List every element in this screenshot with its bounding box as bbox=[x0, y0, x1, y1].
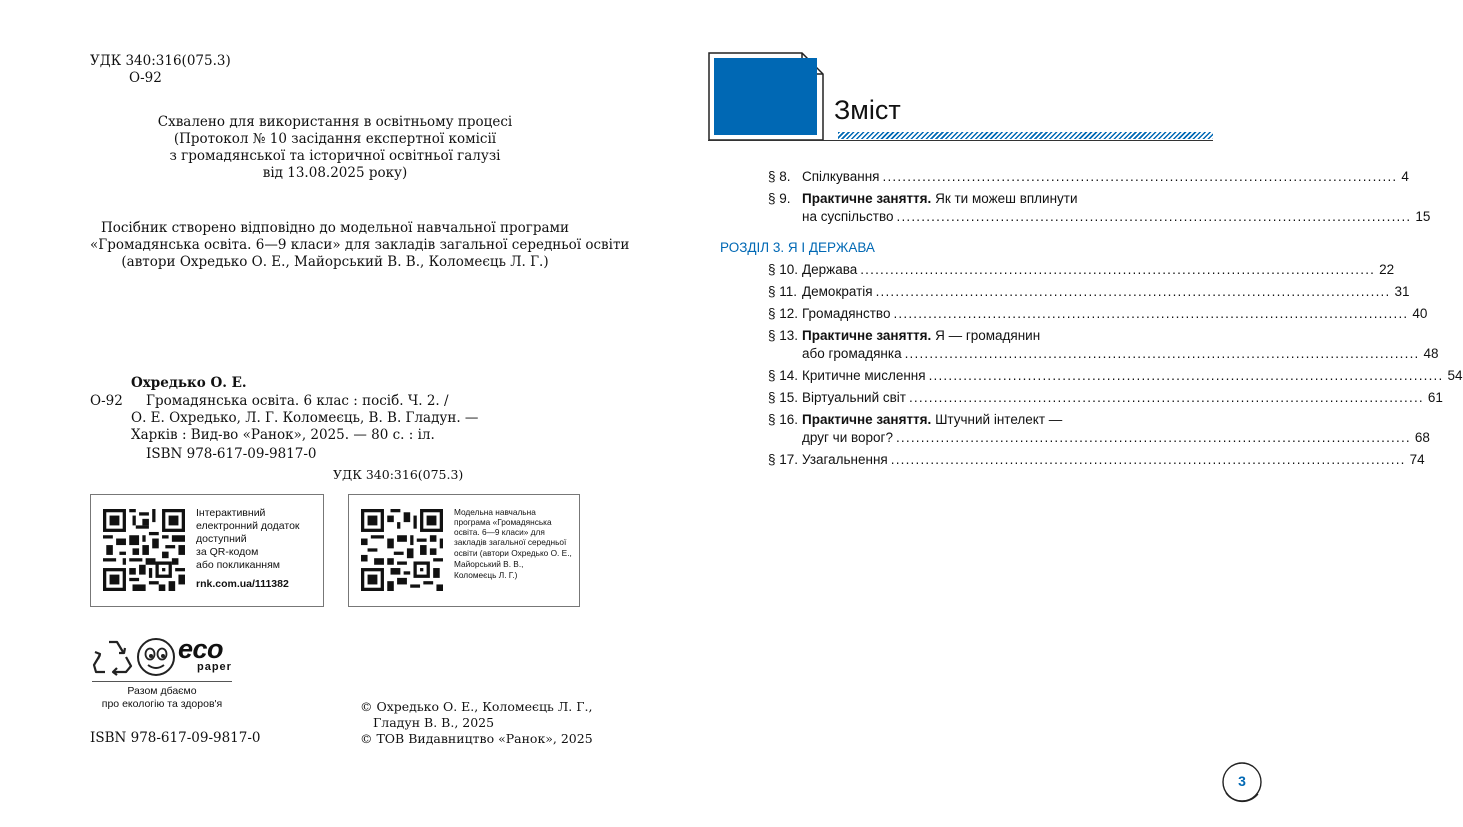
smiley-icon bbox=[136, 637, 176, 677]
qr2-line-2: програма «Громадянська bbox=[454, 517, 552, 527]
toc-title: Спілкування bbox=[802, 169, 880, 184]
toc-title: Як ти можеш вплинути bbox=[931, 191, 1078, 206]
toc-title: Віртуальний світ bbox=[802, 390, 906, 405]
contents-heading: Зміст bbox=[834, 95, 901, 125]
toc-title: Штучний інтелект — bbox=[931, 412, 1063, 427]
toc-page: 54 bbox=[1447, 368, 1463, 383]
toc-title: Демократія bbox=[802, 284, 873, 299]
toc-page: 74 bbox=[1409, 452, 1425, 467]
approval-line-4: від 13.08.2025 року) bbox=[262, 165, 408, 181]
eco-logo-sub: paper bbox=[197, 661, 232, 673]
toc-row-12[interactable]: § 12. Громадянство ........................................................................................................ 40 bbox=[768, 306, 1428, 321]
toc-row-17[interactable]: § 17. Узагальнення ........................................................................................................ 74 bbox=[768, 452, 1425, 467]
eco-logo: eco bbox=[178, 634, 224, 664]
page-number: 3 bbox=[1238, 773, 1246, 789]
qr2-line-7: Коломеєць Л. Г.) bbox=[454, 570, 518, 580]
program-line-2: «Громадянська освіта. 6—9 класи» для закладів загальної середньої освіти bbox=[90, 237, 630, 253]
approval-line-2: (Протокол № 10 засідання експертної комісії bbox=[173, 131, 497, 147]
bib-line-3: Харків : Вид-во «Ранок», 2025. — 80 с. : іл. bbox=[131, 427, 435, 443]
recycle-icon bbox=[92, 638, 134, 676]
qr1-line-1: Інтерактивний bbox=[196, 507, 266, 519]
toc-num: § 15. bbox=[768, 390, 799, 405]
bib-isbn: ISBN 978-617-09-9817-0 bbox=[146, 446, 317, 462]
eco-divider bbox=[92, 681, 232, 682]
toc-page: 48 bbox=[1423, 346, 1439, 361]
approval-line-1: Схвалено для використання в освітньому процесі bbox=[157, 114, 513, 130]
toc-bold-title: Практичне заняття. bbox=[802, 412, 932, 427]
qr1-line-3: доступний bbox=[196, 533, 247, 545]
qr1-line-4: за QR-кодом bbox=[196, 546, 259, 558]
toc-title: Громадянство bbox=[802, 306, 891, 321]
eco-caption-1: Разом дбаємо bbox=[127, 685, 197, 697]
contents-header-graphic bbox=[708, 52, 826, 144]
toc-num: § 12. bbox=[768, 306, 799, 321]
program-line-1: Посібник створено відповідно до модельної навчальної програми bbox=[100, 220, 570, 236]
qr-code-icon[interactable] bbox=[103, 509, 185, 591]
toc-num: § 14. bbox=[768, 368, 799, 383]
bib-author: Охредько О. Е. bbox=[131, 375, 247, 391]
bib-line-2: О. Е. Охредько, Л. Г. Коломеєць, В. В. Гладун. — bbox=[131, 410, 479, 426]
toc-row-13[interactable] bbox=[768, 327, 1213, 345]
isbn-bottom: ISBN 978-617-09-9817-0 bbox=[90, 730, 261, 746]
toc-num: § 10. bbox=[768, 262, 799, 277]
toc-row-15[interactable]: § 15. Віртуальний світ ........................................................................................................ 61 bbox=[768, 390, 1443, 405]
heading-rule bbox=[708, 140, 1213, 141]
qr-code-icon[interactable] bbox=[361, 509, 443, 591]
qr1-link[interactable]: rnk.com.ua/111382 bbox=[196, 578, 289, 590]
toc-page: 40 bbox=[1412, 306, 1428, 321]
qr1-line-5: або покликанням bbox=[196, 559, 281, 571]
toc-title-cont: на суспільство bbox=[802, 209, 894, 224]
toc-row-11[interactable]: § 11. Демократія ........................................................................................................ 31 bbox=[768, 284, 1410, 299]
toc-num: § 13. bbox=[768, 328, 799, 343]
program-line-3: (автори Охредько О. Е., Майорський В. В., Коломеєць Л. Г.) bbox=[121, 254, 549, 270]
toc-num: § 17. bbox=[768, 452, 799, 467]
qr2-line-4: закладів загальної середньої bbox=[454, 537, 567, 547]
toc-num: § 16. bbox=[768, 412, 799, 427]
bib-code: О-92 bbox=[90, 393, 123, 409]
toc-num: § 11. bbox=[768, 284, 798, 299]
toc-title: Держава bbox=[802, 262, 858, 277]
copyright-line-1: © Охредько О. Е., Коломеєць Л. Г., bbox=[360, 699, 593, 714]
qr2-line-6: Майорський В. В., bbox=[454, 559, 524, 569]
toc-bold-title: Практичне заняття. bbox=[802, 328, 932, 343]
qr2-line-5: освіти (автори Охредько О. Е., bbox=[454, 548, 572, 558]
section-heading: РОЗДІЛ 3. Я І ДЕРЖАВА bbox=[720, 240, 875, 255]
toc-row-14[interactable]: § 14. Критичне мислення ........................................................................................................ 54 bbox=[768, 368, 1463, 383]
toc-row-13-cont[interactable]: або громадянка ........................................................................................................ 48 bbox=[802, 346, 1439, 361]
udk-code: УДК 340:316(075.3) bbox=[90, 53, 231, 69]
qr2-line-3: освіта. 6—9 класи» для bbox=[454, 527, 545, 537]
toc-title: Я — громадянин bbox=[931, 328, 1041, 343]
toc-title: Узагальнення bbox=[802, 452, 888, 467]
toc-page: 15 bbox=[1415, 209, 1431, 224]
copyright-line-2: Гладун В. В., 2025 bbox=[373, 715, 495, 730]
bib-udk: УДК 340:316(075.3) bbox=[333, 467, 464, 482]
toc-title-cont: або громадянка bbox=[802, 346, 902, 361]
toc-num: § 9. bbox=[768, 191, 791, 206]
toc-row-16-cont[interactable]: друг чи ворог? ........................................................................................................ 68 bbox=[802, 430, 1430, 445]
toc-row-8[interactable]: § 8. Спілкування ........................................................................................................ 4 bbox=[768, 169, 1409, 184]
toc-title-cont: друг чи ворог? bbox=[802, 430, 893, 445]
toc-row-9[interactable] bbox=[768, 190, 1213, 208]
approval-line-3: з громадянської та історичної освітньої галузі bbox=[169, 148, 501, 164]
toc-bold-title: Практичне заняття. bbox=[802, 191, 932, 206]
eco-caption-2: про екологію та здоров'я bbox=[101, 698, 223, 710]
toc-page: 22 bbox=[1379, 262, 1395, 277]
toc-row-16[interactable] bbox=[768, 411, 1213, 429]
toc-row-9-cont[interactable]: на суспільство ........................................................................................................ 15 bbox=[802, 209, 1431, 224]
toc-num: § 8. bbox=[768, 169, 791, 184]
toc-title: Критичне мислення bbox=[802, 368, 926, 383]
qr2-line-1: Модельна навчальна bbox=[454, 507, 536, 517]
toc-page: 68 bbox=[1414, 430, 1430, 445]
toc-page: 61 bbox=[1427, 390, 1443, 405]
bib-line-1: Громадянська освіта. 6 клас : посіб. Ч. 2. / bbox=[146, 393, 449, 409]
heading-stripe bbox=[838, 132, 1213, 139]
toc-page: 4 bbox=[1401, 169, 1409, 184]
qr1-line-2: електронний додаток bbox=[196, 520, 300, 532]
catalog-code: О-92 bbox=[129, 70, 162, 86]
copyright-line-3: © ТОВ Видавництво «Ранок», 2025 bbox=[360, 731, 593, 746]
toc-row-10[interactable]: § 10. Держава ........................................................................................................ 22 bbox=[768, 262, 1395, 277]
toc-page: 31 bbox=[1394, 284, 1410, 299]
